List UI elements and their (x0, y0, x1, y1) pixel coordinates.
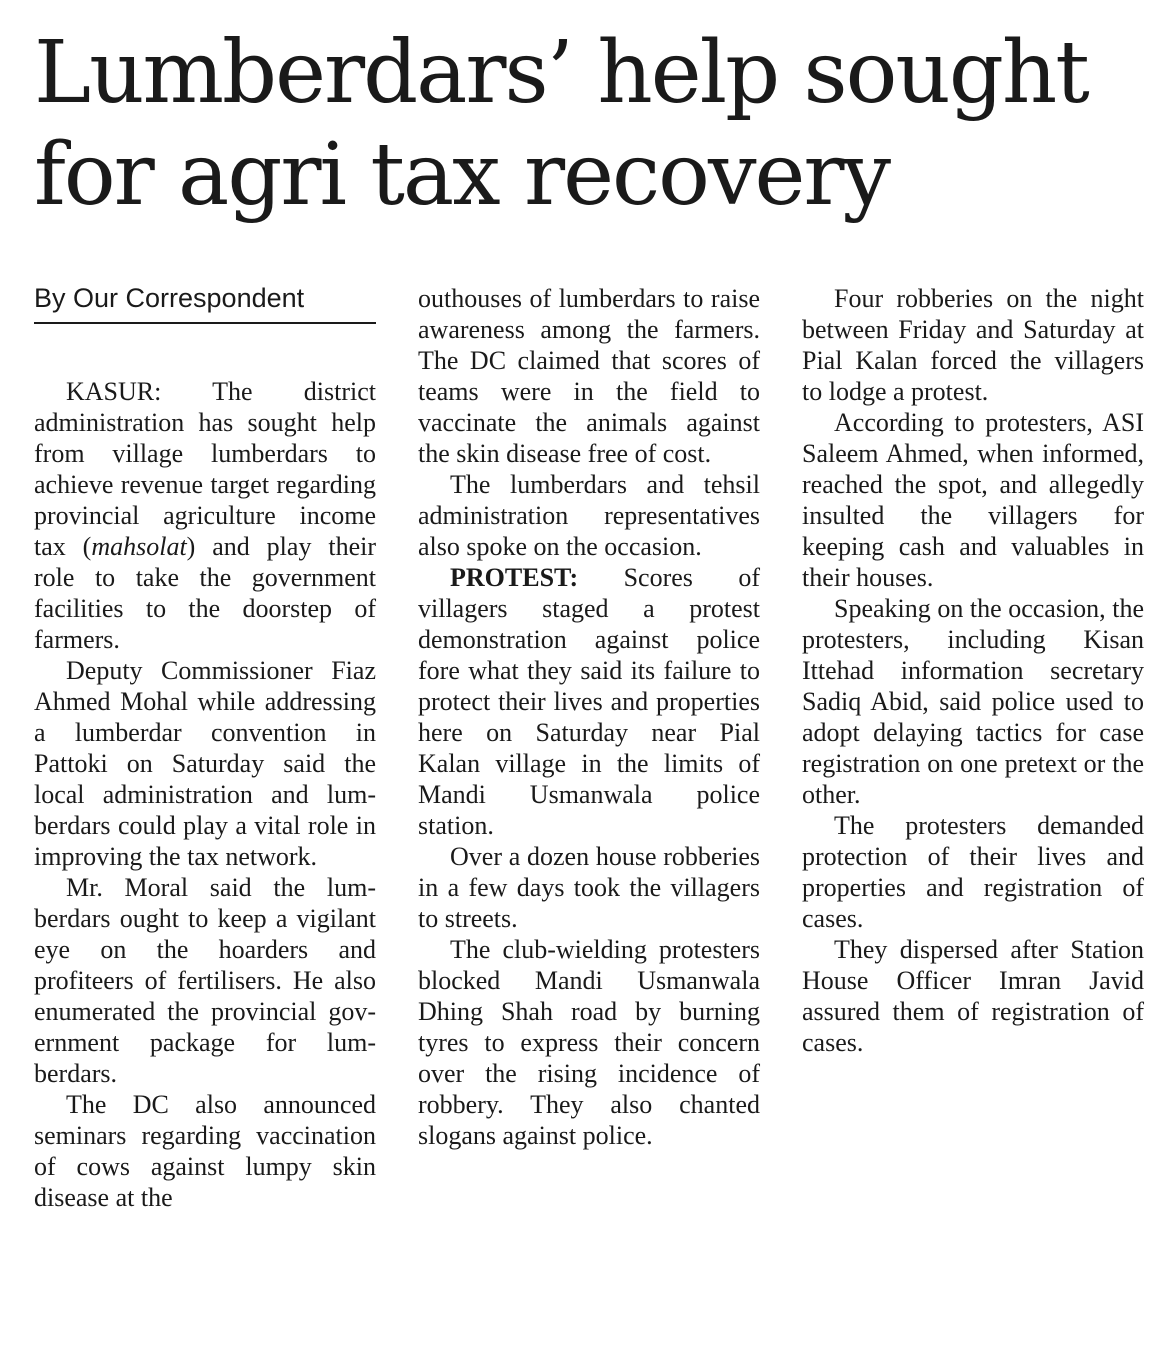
paragraph: The club-wielding protesters blocked Mandi Usmanwala Dhing Shah road by burning tyres to express their concern over the rising incidence of robbery. They also chanted slogans against police. (418, 935, 760, 1150)
paragraph-protest: PROTEST: Scores of villagers staged a protest demonstration against police fore what they said its failure to protect their lives and properties here on Saturday near Pial Kalan village in the limits of Mandi Usmanwala police station. (418, 563, 760, 840)
paragraph: The lumberdars and tehsil administration representatives also spoke on the occasion. (418, 470, 760, 561)
headline (34, 22, 1154, 226)
article-column-3 (802, 283, 1144, 1058)
headline-line-2: for agri tax recovery (34, 125, 890, 225)
article-column-1 (34, 376, 376, 1213)
section-keyword: PROTEST: (450, 563, 579, 592)
paragraph: The protesters demanded protection of their lives and properties and registration of cases. (802, 811, 1144, 933)
paragraph: They dispersed after Station House Officer Imran Javid assured them of registration of cases. (802, 935, 1144, 1057)
paragraph: Deputy Commissioner Fiaz Ahmed Mohal while addressing a lumberdar convention in Pattoki on Saturday said the local administration and lumberdars could play a vital role in improving the tax network. (34, 656, 376, 871)
paragraph-intro: KASUR: The district administration has sought help from village lumberdars to achieve revenue target regarding provincial agriculture income tax (mahsolat) and play their role to take the government facilities to the doorstep of farmers. (34, 377, 376, 654)
article-column-2 (418, 283, 760, 1151)
paragraph-continued: outhouses of lumberdars to raise awareness among the farmers. The DC claimed that scores of teams were in the field to vaccinate the animals against the skin disease free of cost. (418, 284, 760, 468)
paragraph: Over a dozen house robberies in a few days took the villagers to streets. (418, 842, 760, 933)
paragraph: Four robberies on the night between Friday and Saturday at Pial Kalan forced the villagers to lodge a protest. (802, 284, 1144, 406)
italic-term: mahsolat (91, 532, 187, 561)
paragraph: According to protesters, ASI Saleem Ahmed, when informed, reached the spot, and allegedly insulted the villagers for keeping cash and valuables in their houses. (802, 408, 1144, 592)
paragraph: Speaking on the occasion, the protesters, including Kisan Ittehad information secretary Sadiq Abid, said police used to adopt delaying tactics for case registration on one pretext or the other. (802, 594, 1144, 809)
byline: By Our Correspondent (34, 280, 376, 324)
headline-line-1: Lumberdars’ help sought (34, 23, 1088, 123)
paragraph: Mr. Moral said the lumberdars ought to keep a vigilant eye on the hoarders and profiteers of fertilisers. He also enumerated the provincial government package for lumberdars. (34, 873, 376, 1088)
paragraph: The DC also announced seminars regarding vaccination of cows against lumpy skin disease at the (34, 1090, 376, 1212)
